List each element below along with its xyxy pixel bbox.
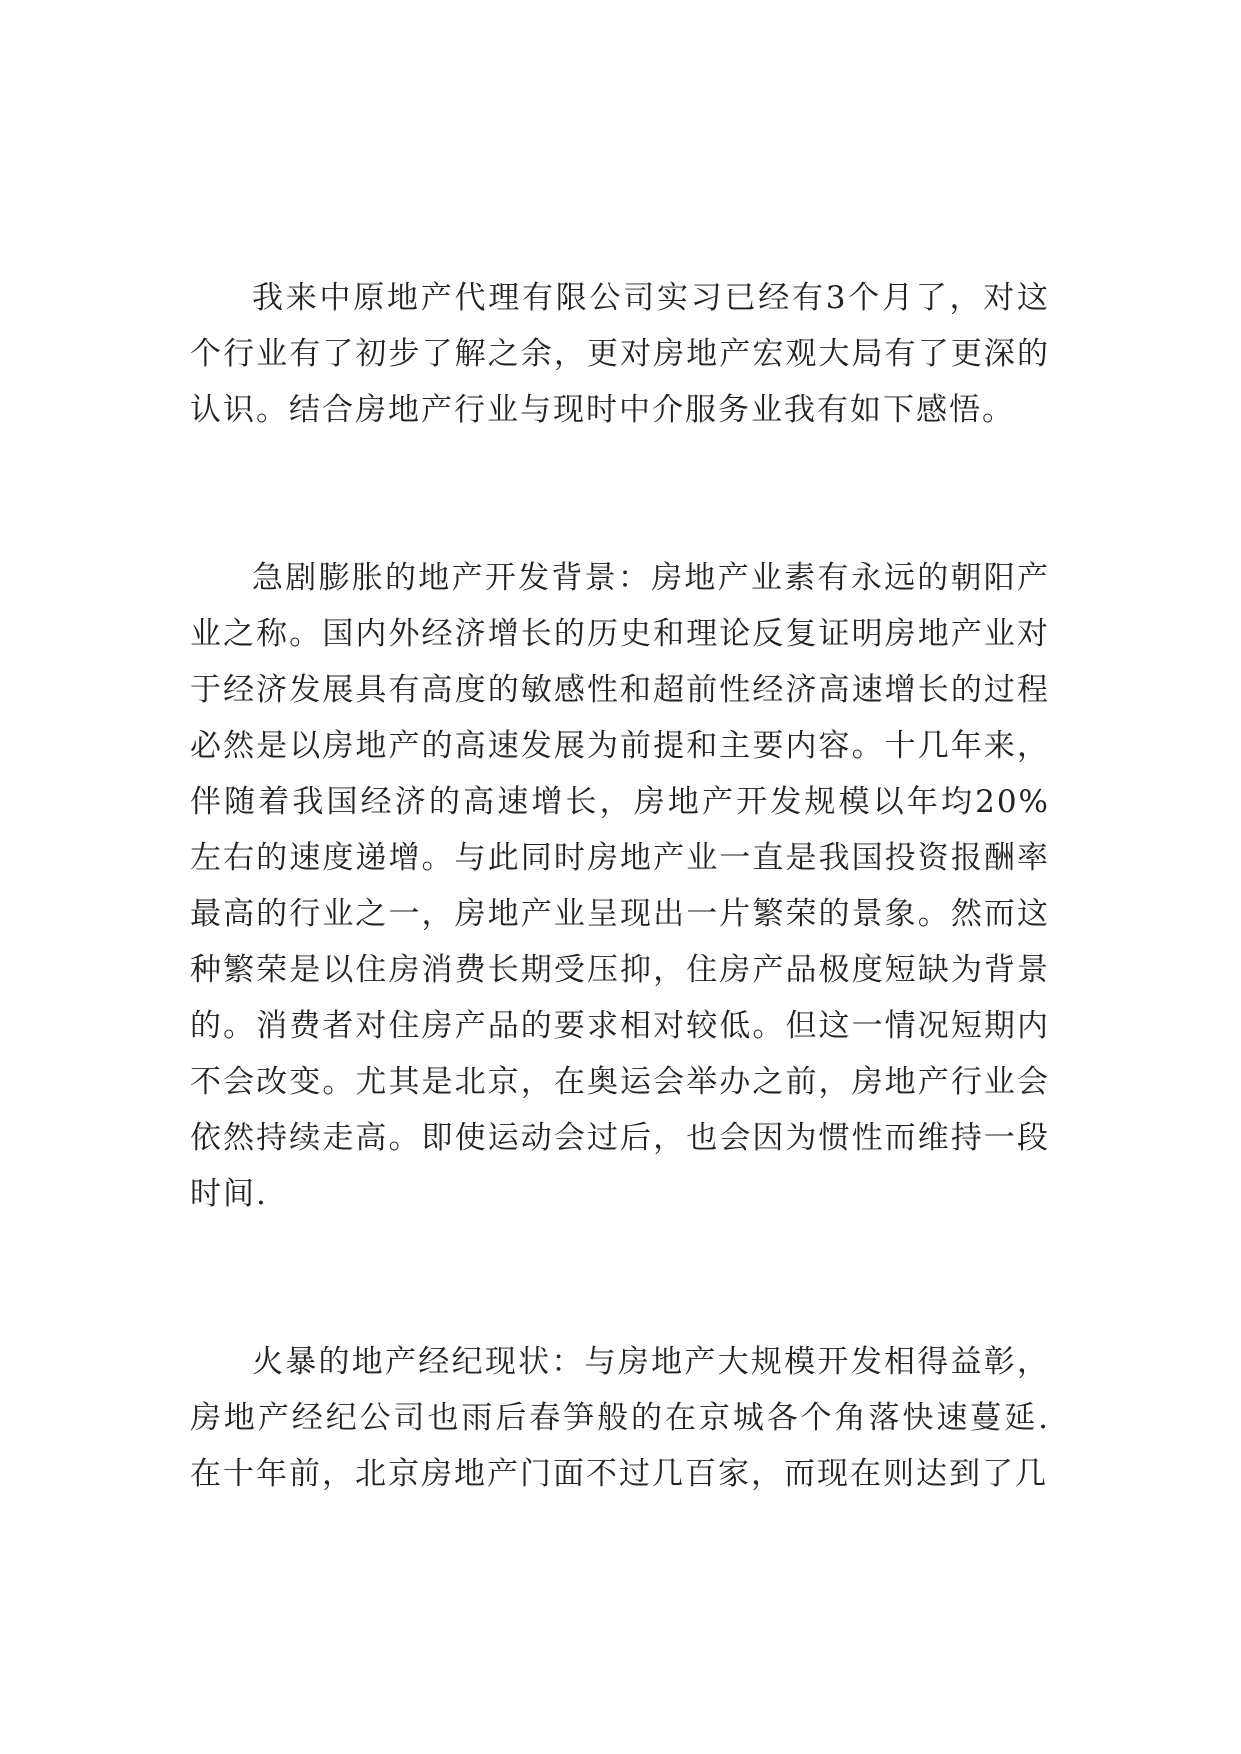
paragraph-brokerage-status: 火暴的地产经纪现状：与房地产大规模开发相得益彰，房地产经纪公司也雨后春笋般的在京城各个角落快速蔓延.在十年前，北京房地产门面不过几百家，而现在则达到了几 [190, 1344, 1050, 1492]
document-body [190, 270, 1050, 1502]
paragraph-internship-intro: 我来中原地产代理有限公司实习已经有3个月了，对这个行业有了初步了解之余，更对房地产宏观大局有了更深的认识。结合房地产行业与现时中介服务业我有如下感悟。 [190, 280, 1050, 428]
paragraph-development-background: 急剧膨胀的地产开发背景：房地产业素有永远的朝阳产业之称。国内外经济增长的历史和理论反复证明房地产业对于经济发展具有高度的敏感性和超前性经济高速增长的过程必然是以房地产的高速发展为前提和主要内容。十几年来，伴随着我国经济的高速增长，房地产开发规模以年均20%左右的速度递增。与此同时房地产业一直是我国投资报酬率最高的行业之一，房地产业呈现出一片繁荣的景象。然而这种繁荣是以住房消费长期受压抑，住房产品极度短缺为背景的。消费者对住房产品的要求相对较低。但这一情况短期内不会改变。尤其是北京，在奥运会举办之前，房地产行业会依然持续走高。即使运动会过后，也会因为惯性而维持一段时间. [190, 560, 1050, 1212]
